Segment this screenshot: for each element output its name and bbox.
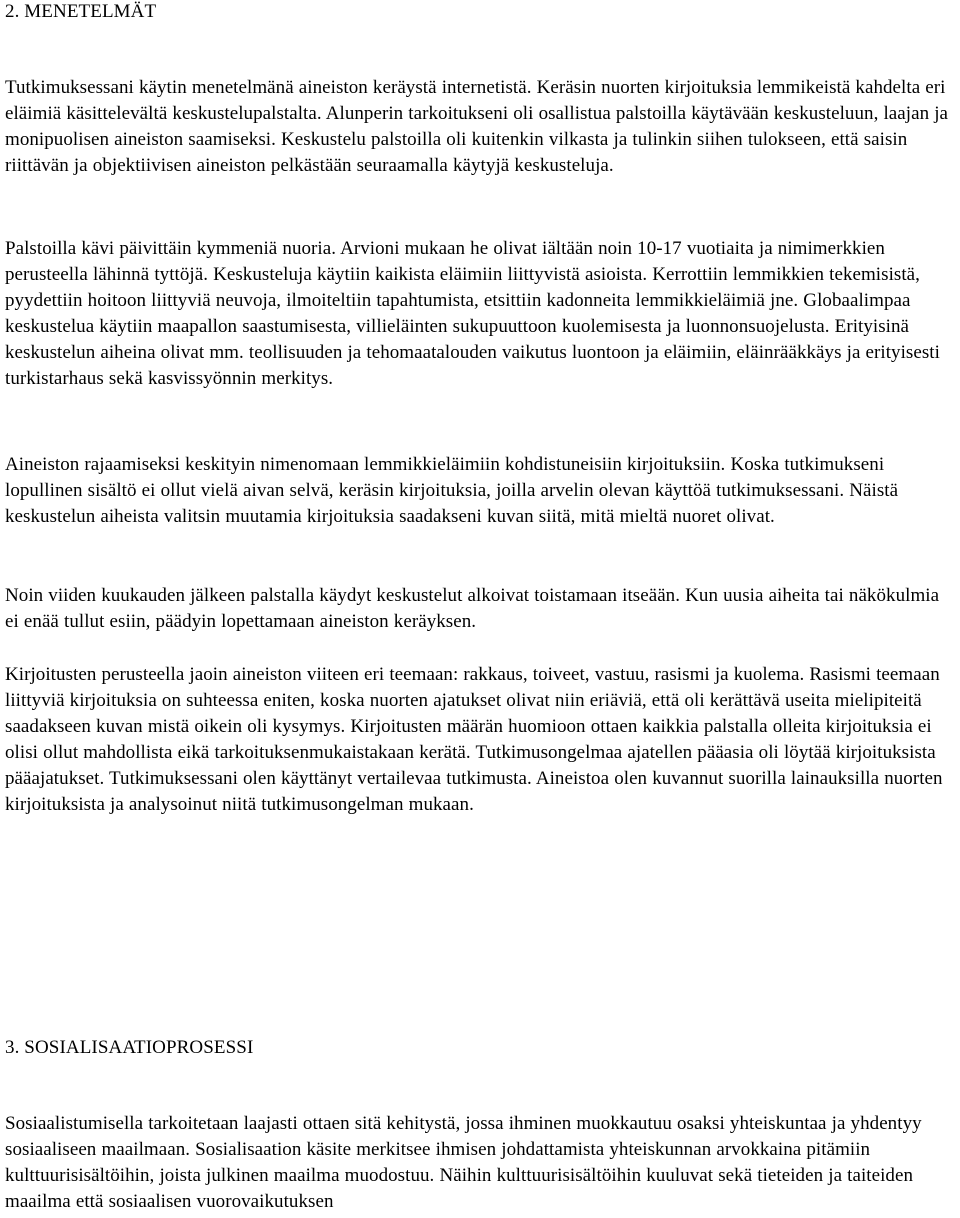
paragraph-aineiston-keruu: Tutkimuksessani käytin menetelmänä aineiston keräystä internetistä. Keräsin nuorten kirjoituksia lemmikeistä kahdelta eri eläimiä käsittelevältä keskustelupalstalta. Alunperin tarkoitukseni oli osallistua palstoilla käytävään keskusteluun, laajan ja monipuolisen aineiston saamiseksi. Keskustelu palstoilla oli kuitenkin vilkasta ja tulinkin siihen tulokseen, että saisin riittävän ja objektiivisen aineiston pelkästään seuraamalla käytyjä keskusteluja.: [5, 77, 949, 176]
paragraph-palstojen-kuvaus: Palstoilla kävi päivittäin kymmeniä nuoria. Arvioni mukaan he olivat iältään noin 10-17 vuotiaita ja nimimerkkien perusteella lähinnä tyttöjä. Keskusteluja käytiin kaikista eläimiin liittyvistä asioista. Kerrottiin lemmikkien tekemisistä, pyydettiin hoitoon liittyviä neuvoja, ilmoiteltiin tapahtumista, etsittiin kadonneita lemmikkieläimiä jne. Globaalimpaa keskustelua käytiin maapallon saastumisesta, villieläinten sukupuuttoon kuolemisesta ja luonnonsuojelusta. Erityisinä keskustelun aiheina olivat mm. teollisuuden ja tehomaatalouden vaikutus luontoon ja eläimiin, eläinrääkkäys ja erityisesti turkistarhaus sekä kasvissyönnin merkitys.: [5, 238, 940, 389]
paragraph-aineiston-rajaus: Aineiston rajaamiseksi keskityin nimenomaan lemmikkieläimiin kohdistuneisiin kirjoituksiin. Koska tutkimukseni lopullinen sisältö ei ollut vielä aivan selvä, keräsin kirjoituksia, joilla arvelin olevan käyttöä tutkimuksessani. Näistä keskustelun aiheista valitsin muutamia kirjoituksia saadakseni kuvan siitä, mitä mieltä nuoret olivat.: [5, 454, 899, 527]
paragraph-sosiaalistuminen: Sosiaalistumisella tarkoitetaan laajasti ottaen sitä kehitystä, jossa ihminen muokkautuu osaksi yhteiskuntaa ja yhdentyy sosiaaliseen maailmaan. Sosialisaation käsite merkitsee ihmisen johdattamista yhteiskunnan arvokkaina pitämiin kulttuurisisältöihin, joista julkinen maailma muodostuu. Näihin kulttuurisisältöihin kuuluvat sekä tieteiden ja taiteiden maailma että sosiaalisen vuorovaikutuksen: [5, 1113, 922, 1212]
paragraph-keruun-lopetus: Noin viiden kuukauden jälkeen palstalla käydyt keskustelut alkoivat toistamaan itseään. Kun uusia aiheita tai näkökulmia ei enää tullut esiin, päädyin lopettamaan aineiston keräyksen.: [5, 585, 940, 632]
section-heading-sosialisaatioprosessi: 3. SOSIALISAATIOPROSESSI: [5, 1037, 254, 1058]
paragraph-teemat: Kirjoitusten perusteella jaoin aineiston viiteen eri teemaan: rakkaus, toiveet, vastuu, rasismi ja kuolema. Rasismi teemaan liittyviä kirjoituksia on suhteessa eniten, koska nuorten ajatukset olivat niin eriäviä, että oli kerättävä useita mielipiteitä saadakseen kuvan mistä oikein oli kysymys. Kirjoitusten määrän huomioon ottaen kaikkia palstalla olleita kirjoituksia ei olisi ollut mahdollista eikä tarkoituksenmukaistakaan kerätä. Tutkimusongelmaa ajatellen pääasia oli löytää kirjoituksista pääajatukset. Tutkimuksessani olen käyttänyt vertailevaa tutkimusta. Aineistoa olen kuvannut suorilla lainauksilla nuorten kirjoituksista ja analysoinut niitä tutkimusongelman mukaan.: [5, 664, 943, 815]
section-heading-menetelmat: 2. MENETELMÄT: [5, 1, 157, 22]
